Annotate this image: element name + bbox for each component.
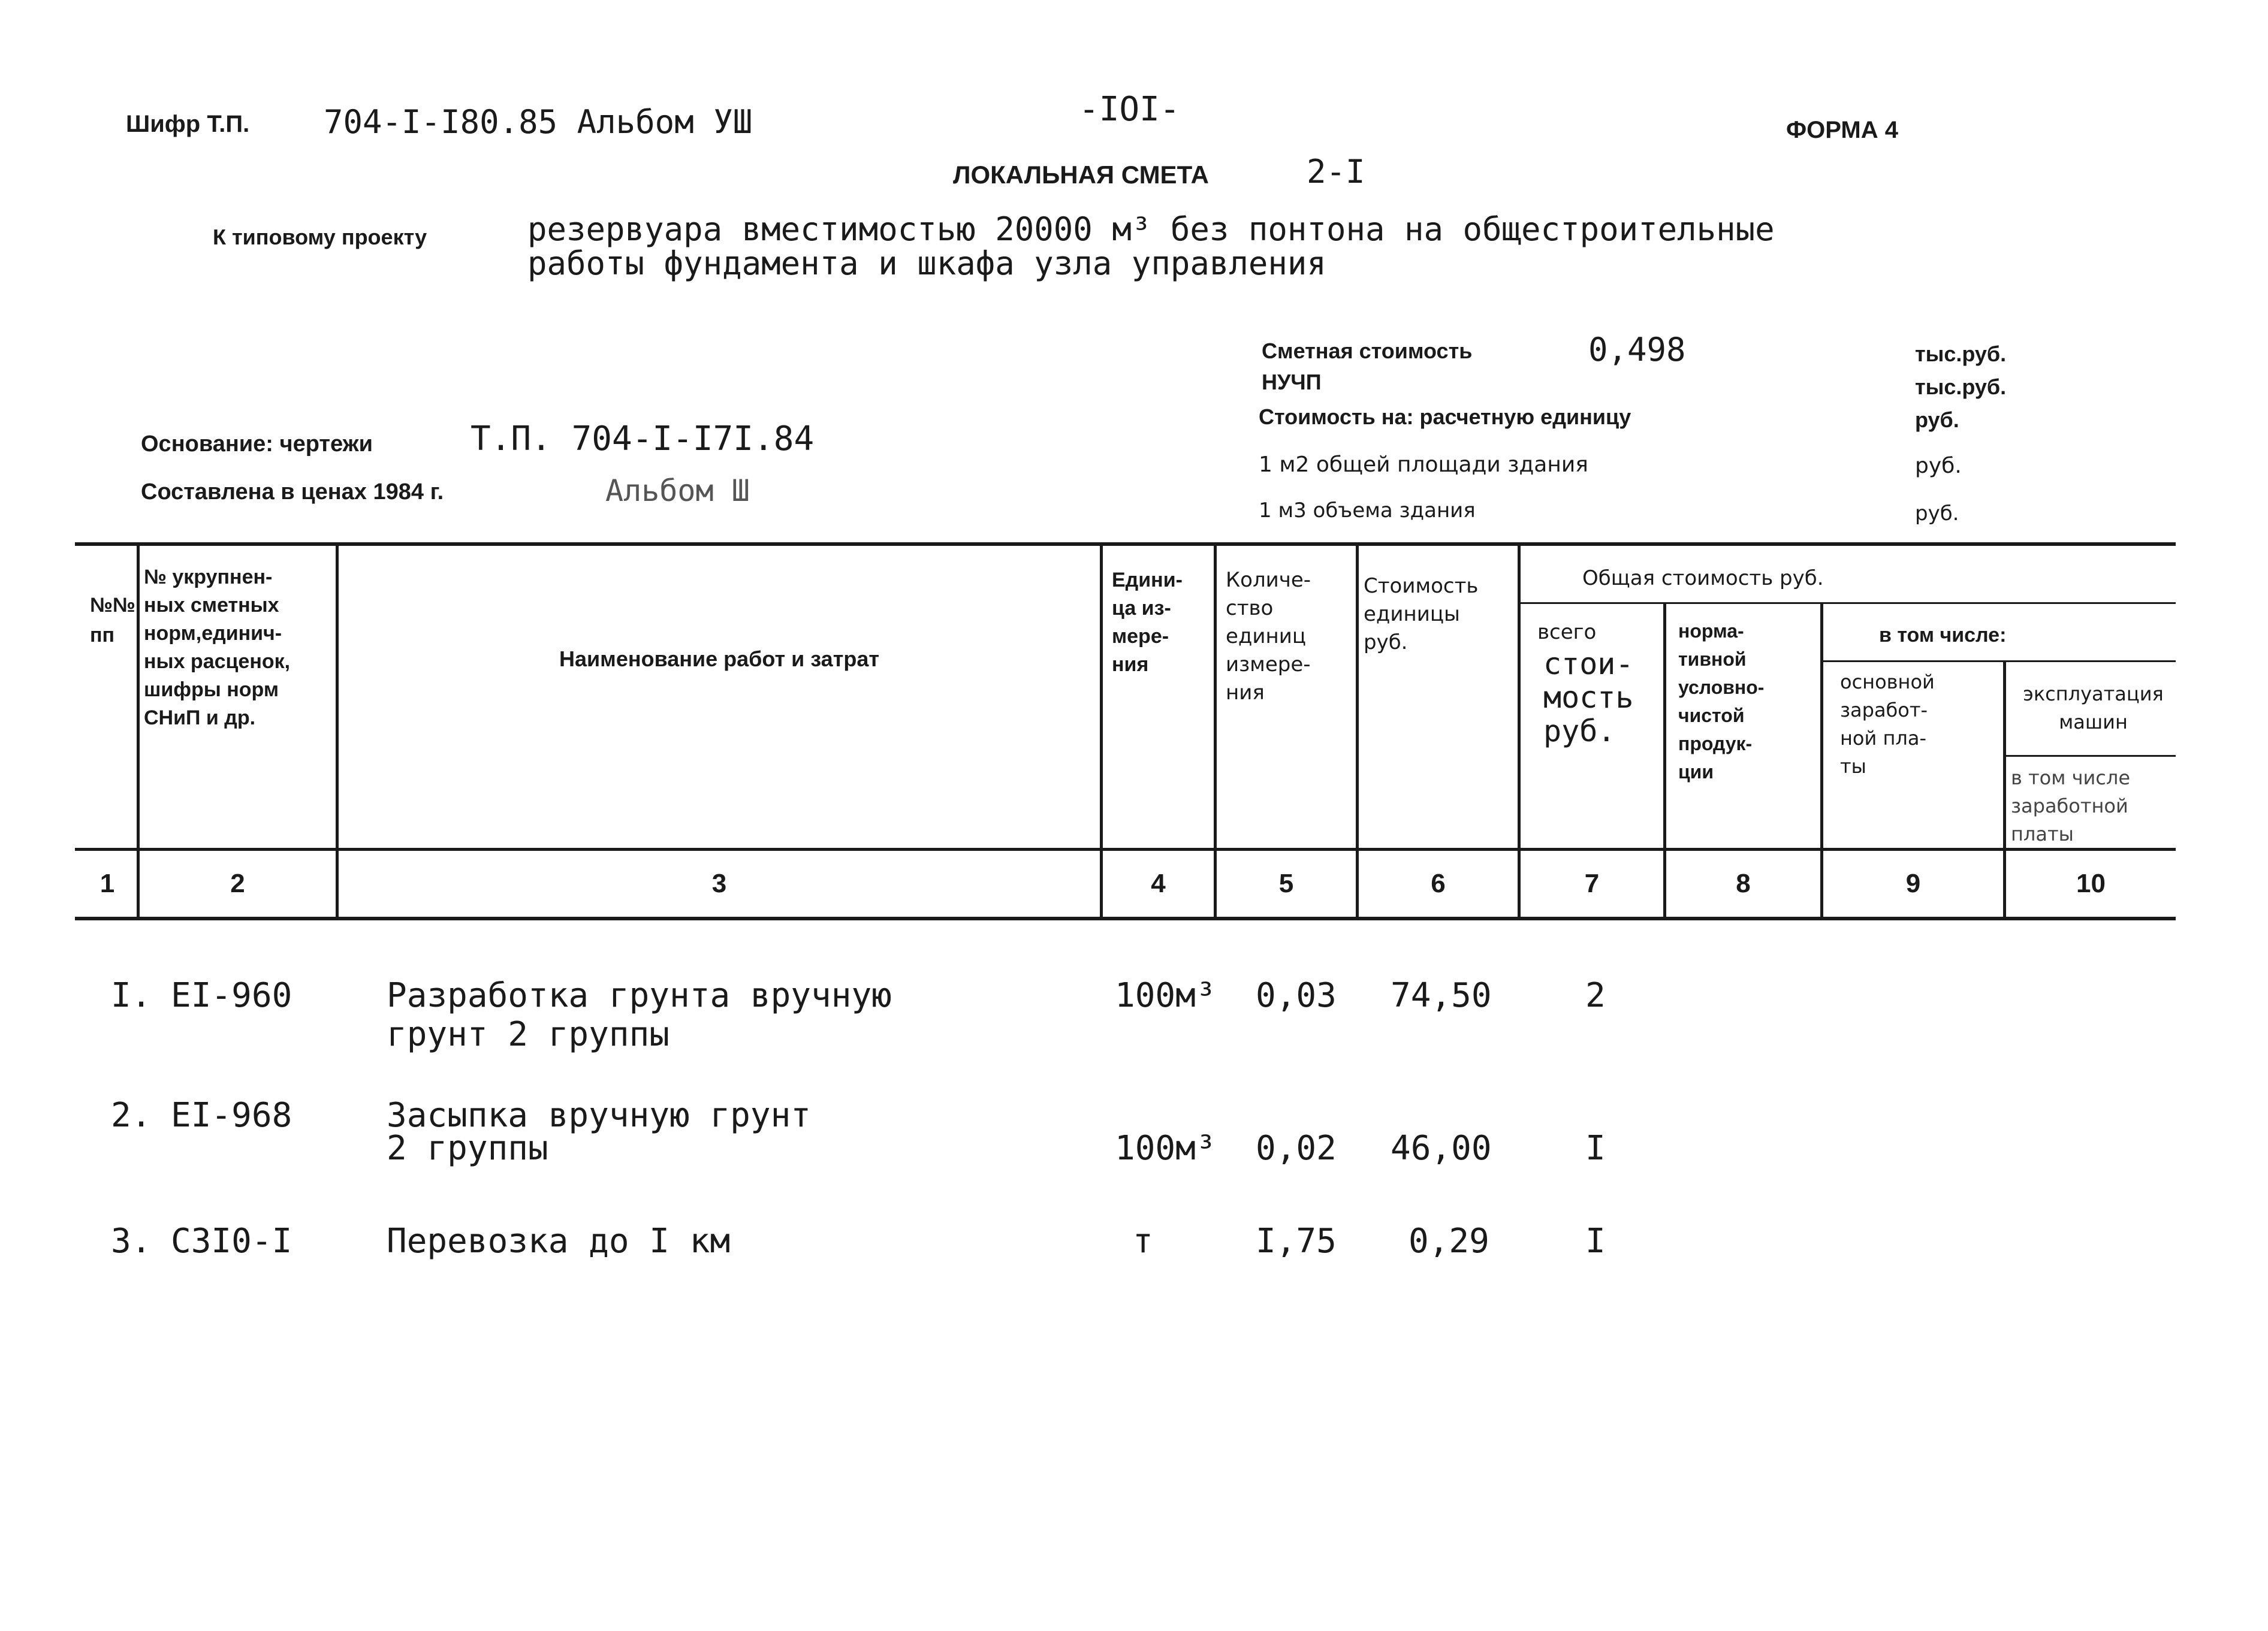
row3-unit-cost: 0,29 xyxy=(1409,1222,1489,1261)
row2-num: 2. xyxy=(111,1096,152,1135)
row3-quantity: I,75 xyxy=(1256,1222,1337,1261)
estimated-cost-label: Сметная стоимость xyxy=(1262,339,1473,363)
row2-name-2: 2 группы xyxy=(387,1129,548,1168)
header-col8: норма- тивной условно- чистой продук- ции xyxy=(1678,620,1765,783)
unit-cost-label: Стоимость на: расчетную единицу xyxy=(1259,404,1631,429)
header-bottom-border xyxy=(75,848,2176,851)
col-divider-5 xyxy=(1356,542,1359,920)
prices-label: Составлена в ценах 1984 г. xyxy=(141,479,444,505)
row1-code: EI-960 xyxy=(171,976,292,1015)
header-col5: Количе- ство единиц измере- ния xyxy=(1226,568,1311,705)
row3-unit: т xyxy=(1133,1222,1153,1261)
header-incl-group: в том числе: xyxy=(1879,624,2007,647)
project-description-1: резервуара вместимостью 20000 м³ без понтона на общестроительные xyxy=(527,210,1775,248)
header-col7: всего xyxy=(1537,620,1597,644)
header-col4: Едини- ца из- мере- ния xyxy=(1112,569,1183,676)
row1-name-1: Разработка грунта вручную xyxy=(387,976,892,1015)
header-col6: Стоимость единицы руб. xyxy=(1364,574,1479,654)
machine-sub-divider xyxy=(2005,755,2176,757)
header-col10: эксплуатация машин xyxy=(2023,682,2164,733)
drawings-value: Т.П. 704-I-I7I.84 xyxy=(471,419,815,458)
per-m3-label: 1 м3 объема здания xyxy=(1259,499,1476,522)
header-col7-big: стои- мость руб. xyxy=(1543,647,1634,748)
colnum-2: 2 xyxy=(230,869,245,898)
code-label: Шифр Т.П. xyxy=(126,111,250,137)
code-value: 704-I-I80.85 Альбом УШ xyxy=(324,103,753,141)
nuchp-unit: тыс.руб. xyxy=(1915,374,2007,399)
row1-total: 2 xyxy=(1585,976,1606,1015)
colnum-8: 8 xyxy=(1736,869,1751,898)
nuchp-label: НУЧП xyxy=(1262,370,1322,394)
colnum-4: 4 xyxy=(1151,869,1166,898)
page-number: -IOI- xyxy=(1079,90,1180,129)
row2-name-1: Засыпка вручную грунт xyxy=(387,1096,812,1135)
row3-num: 3. xyxy=(111,1222,152,1261)
row1-name-2: грунт 2 группы xyxy=(387,1015,670,1054)
row1-quantity: 0,03 xyxy=(1256,976,1337,1015)
estimated-cost-value: 0,498 xyxy=(1588,331,1686,369)
per-m3-unit: руб. xyxy=(1915,502,1959,525)
colnum-9: 9 xyxy=(1905,869,1921,898)
col-divider-2 xyxy=(336,542,339,920)
project-label: К типовому проекту xyxy=(213,225,427,249)
estimated-cost-unit: тыс.руб. xyxy=(1915,342,2007,366)
col-divider-3 xyxy=(1100,542,1103,920)
colnum-10: 10 xyxy=(2076,869,2106,898)
colnum-1: 1 xyxy=(99,869,115,898)
row2-code: EI-968 xyxy=(171,1096,292,1135)
row2-unit: 100м³ xyxy=(1115,1129,1216,1168)
colnum-3: 3 xyxy=(711,869,727,898)
row2-unit-cost: 46,00 xyxy=(1391,1129,1492,1168)
row1-unit: 100м³ xyxy=(1115,976,1216,1015)
col-divider-1 xyxy=(137,542,140,920)
header-col9: основной заработ- ной пла- ты xyxy=(1840,670,1935,778)
row2-total: I xyxy=(1585,1129,1606,1168)
drawings-label: Основание: чертежи xyxy=(141,431,373,457)
row2-quantity: 0,02 xyxy=(1256,1129,1337,1168)
colnum-7: 7 xyxy=(1584,869,1600,898)
total-group-divider xyxy=(1519,602,2176,604)
header-col3: Наименование работ и затрат xyxy=(559,647,879,671)
per-m2-unit: руб. xyxy=(1915,454,1962,478)
header-col10-sub: в том числе заработной платы xyxy=(2011,766,2130,845)
header-col2: № укрупнен- ных сметных норм,единич- ных расценок, шифры норм СНиП и др. xyxy=(144,566,291,729)
row3-total: I xyxy=(1585,1222,1606,1261)
prices-value: Альбом Ш xyxy=(605,473,750,508)
project-description-2: работы фундамента и шкафа узла управления xyxy=(527,244,1326,282)
estimate-title: ЛОКАЛЬНАЯ СМЕТА xyxy=(953,161,1209,189)
row1-unit-cost: 74,50 xyxy=(1391,976,1492,1015)
estimate-number: 2-I xyxy=(1307,153,1365,191)
row3-code: C3I0-I xyxy=(171,1222,292,1261)
col-divider-4 xyxy=(1214,542,1217,920)
header-total-group: Общая стоимость руб. xyxy=(1582,566,1824,590)
header-col1: №№ пп xyxy=(90,594,135,647)
col-divider-6 xyxy=(1518,542,1521,920)
row3-name-1: Перевозка до I км xyxy=(387,1222,731,1261)
row1-num: I. xyxy=(111,976,152,1015)
colnum-5: 5 xyxy=(1278,869,1294,898)
per-m2-label: 1 м2 общей площади здания xyxy=(1259,452,1588,477)
unit-cost-unit: руб. xyxy=(1915,407,1959,432)
form-label: ФОРМА 4 xyxy=(1786,117,1898,143)
incl-group-divider xyxy=(1822,660,2176,662)
table-top-border xyxy=(75,542,2176,546)
colnum-6: 6 xyxy=(1431,869,1446,898)
colnum-bottom-border xyxy=(75,917,2176,920)
